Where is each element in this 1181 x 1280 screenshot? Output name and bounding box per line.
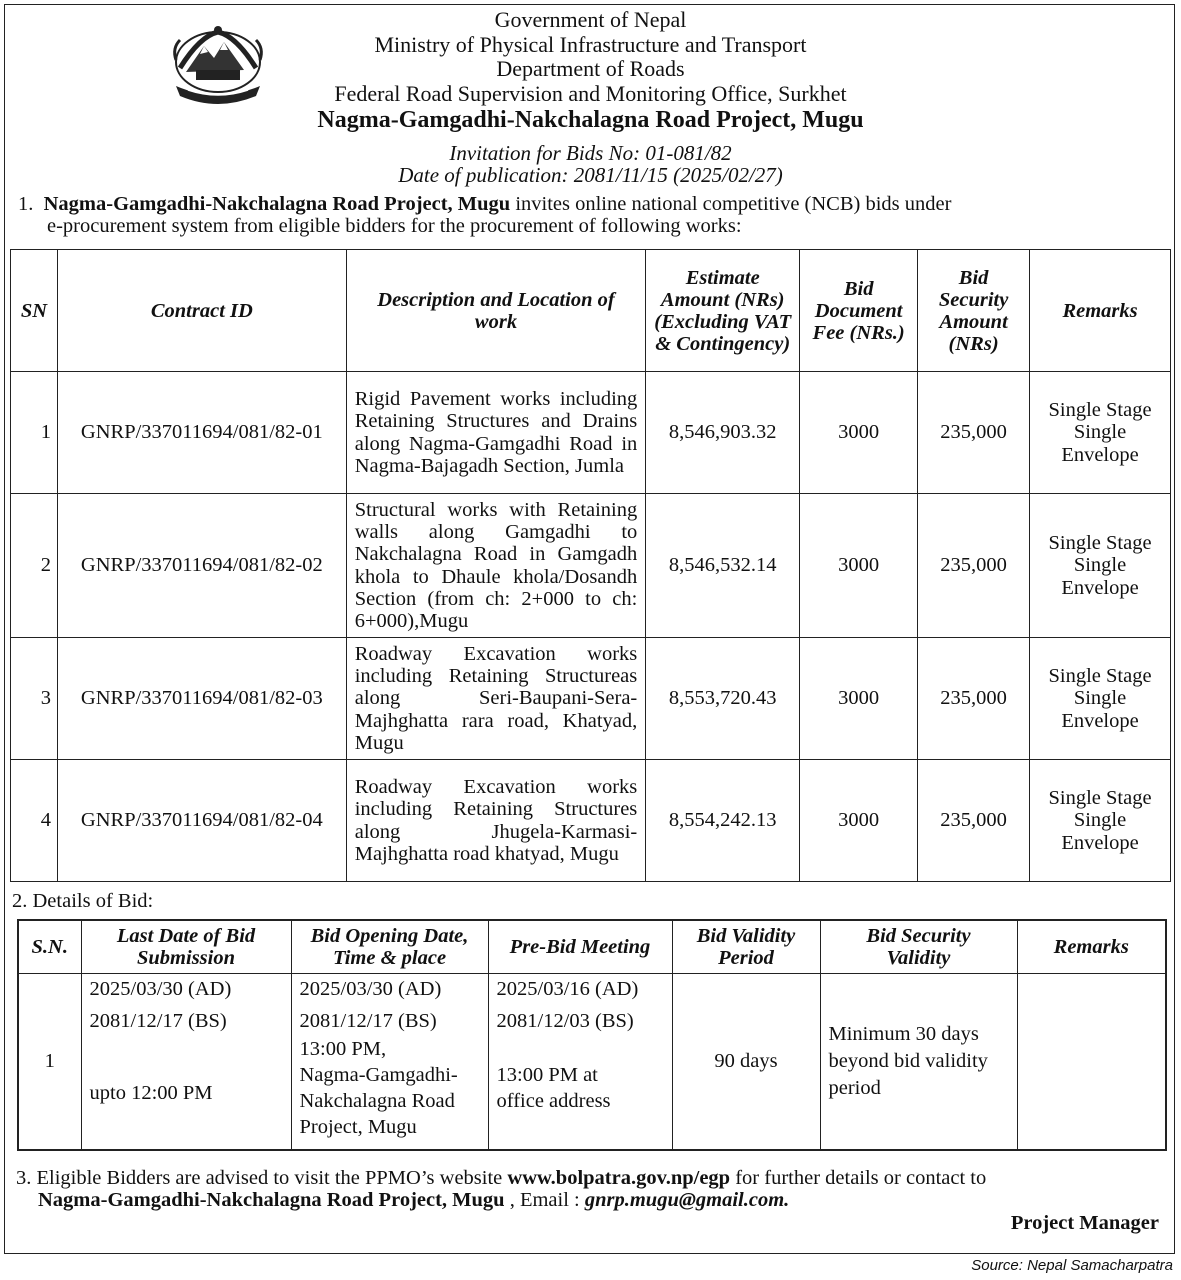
bid-details-header bbox=[18, 920, 1166, 974]
cell-fee: 3000 bbox=[800, 638, 918, 760]
invitation-number: Invitation for Bids No: 01-081/82 bbox=[449, 141, 732, 165]
intro-paragraph bbox=[18, 193, 1168, 215]
header-ministry: Ministry of Physical Infrastructure and Transport bbox=[374, 31, 807, 57]
details-title: 2. Details of Bid: bbox=[12, 890, 154, 912]
cell-opening bbox=[291, 974, 488, 1150]
contact-project-name: Nagma-Gamgadhi-Nakchalagna Road Project, Mugu bbox=[38, 1189, 505, 1211]
cell-fee: 3000 bbox=[800, 760, 918, 882]
para-text-a: invites online national competitive (NCB) bids under bbox=[510, 193, 952, 215]
cell-contract-id: GNRP/337011694/081/82-04 bbox=[57, 760, 346, 882]
opening-time: 13:00 PM, bbox=[299, 1038, 387, 1060]
th-remarks: Remarks bbox=[1017, 920, 1166, 974]
th-estimate: Estimate Amount (NRs) (Excluding VAT & Contingency) bbox=[646, 250, 800, 372]
th-sn: SN bbox=[11, 250, 58, 372]
contact-text-b: for further details or contact to bbox=[730, 1167, 987, 1189]
ppmo-website-link[interactable]: www.bolpatra.gov.np/egp bbox=[507, 1167, 731, 1189]
th-description: Description and Location of work bbox=[346, 250, 646, 372]
last-date-ad: 2025/03/30 (AD) bbox=[89, 978, 232, 1000]
opening-ad: 2025/03/30 (AD) bbox=[299, 978, 442, 1000]
cell-security: 235,000 bbox=[918, 494, 1030, 638]
cell-security: 235,000 bbox=[918, 638, 1030, 760]
cell-fee: 3000 bbox=[800, 372, 918, 494]
cell-sn: 2 bbox=[11, 494, 58, 638]
intro-paragraph-line2: e-procurement system from eligible bidders for the procurement of following works: bbox=[47, 215, 742, 237]
th-security-validity: Bid Security Validity bbox=[820, 920, 1017, 974]
cell-sn: 3 bbox=[11, 638, 58, 760]
cell-sn: 1 bbox=[11, 372, 58, 494]
prebid-bs: 2081/12/03 (BS) bbox=[496, 1010, 634, 1032]
cell-sn: 4 bbox=[11, 760, 58, 882]
cell-description: Structural works with Retaining walls along Gamgadhi to Nakchalagna Road in Gamgadh khola to Dhaule khola/Dosandh Section (from ch: 2+000 to ch: 6+000),Mugu bbox=[346, 494, 646, 638]
th-prebid: Pre-Bid Meeting bbox=[488, 920, 672, 974]
contact-email-link[interactable]: gnrp.mugu@gmail.com. bbox=[584, 1189, 790, 1211]
signature-title: Project Manager bbox=[1010, 1212, 1159, 1234]
last-date-time: upto 12:00 PM bbox=[89, 1082, 213, 1104]
cell-description: Roadway Excavation works including Retaining Structureas along Seri-Baupani-Sera-Majhghatta rara road, Khatyad, Mugu bbox=[346, 638, 646, 760]
table-row bbox=[11, 494, 1171, 638]
bid-details-table bbox=[17, 919, 1167, 1151]
para-number: 1. bbox=[18, 193, 34, 215]
th-remarks: Remarks bbox=[1030, 250, 1171, 372]
th-last-date: Last Date of Bid Submission bbox=[81, 920, 291, 974]
works-table-header bbox=[11, 250, 1171, 372]
cell-security-validity: Minimum 30 days beyond bid validity period bbox=[820, 974, 1017, 1150]
th-security: Bid Security Amount (NRs) bbox=[918, 250, 1030, 372]
prebid-time: 13:00 PM at bbox=[496, 1064, 598, 1086]
cell-fee: 3000 bbox=[800, 494, 918, 638]
cell-contract-id: GNRP/337011694/081/82-01 bbox=[57, 372, 346, 494]
table-row bbox=[11, 638, 1171, 760]
cell-last-date bbox=[81, 974, 291, 1150]
contact-paragraph-line2 bbox=[38, 1189, 1158, 1211]
opening-bs: 2081/12/17 (BS) bbox=[299, 1010, 437, 1032]
cell-estimate: 8,546,532.14 bbox=[646, 494, 800, 638]
header-department: Department of Roads bbox=[496, 56, 685, 81]
cell-contract-id: GNRP/337011694/081/82-03 bbox=[57, 638, 346, 760]
th-sn: S.N. bbox=[18, 920, 81, 974]
table-row bbox=[18, 974, 1166, 1150]
cell-description: Rigid Pavement works including Retaining Structures and Drains along Nagma-Gamgadhi Road in Nagma-Bajagadh Section, Jumla bbox=[346, 372, 646, 494]
cell-security: 235,000 bbox=[918, 372, 1030, 494]
cell-estimate: 8,546,903.32 bbox=[646, 372, 800, 494]
contact-paragraph bbox=[16, 1167, 1176, 1189]
works-table bbox=[10, 249, 1171, 882]
prebid-place: office address bbox=[496, 1090, 611, 1112]
cell-description: Roadway Excavation works including Retaining Structures along Jhugela-Karmasi-Majhghatta road khatyad, Mugu bbox=[346, 760, 646, 882]
cell-remarks: Single Stage Single Envelope bbox=[1030, 760, 1171, 882]
header-office: Federal Road Supervision and Monitoring Office, Surkhet bbox=[334, 80, 847, 106]
publication-date: Date of publication: 2081/11/15 (2025/02/27) bbox=[398, 163, 783, 187]
th-opening: Bid Opening Date, Time & place bbox=[291, 920, 488, 974]
opening-place: Nagma-Gamgadhi-Nakchalagna Road Project, Mugu bbox=[299, 1064, 458, 1138]
contact-text-a: 3. Eligible Bidders are advised to visit the PPMO’s website bbox=[16, 1167, 508, 1189]
header-project: Nagma-Gamgadhi-Nakchalagna Road Project, Mugu bbox=[317, 107, 864, 133]
cell-estimate: 8,553,720.43 bbox=[646, 638, 800, 760]
source-credit: Source: Nepal Samacharpatra bbox=[971, 1257, 1173, 1274]
last-date-bs: 2081/12/17 (BS) bbox=[89, 1010, 227, 1032]
cell-remarks bbox=[1017, 974, 1166, 1150]
cell-security: 235,000 bbox=[918, 760, 1030, 882]
prebid-ad: 2025/03/16 (AD) bbox=[496, 978, 639, 1000]
th-document-fee: Bid Document Fee (NRs.) bbox=[800, 250, 918, 372]
cell-estimate: 8,554,242.13 bbox=[646, 760, 800, 882]
cell-remarks: Single Stage Single Envelope bbox=[1030, 372, 1171, 494]
th-validity: Bid Validity Period bbox=[672, 920, 820, 974]
cell-sn: 1 bbox=[18, 974, 81, 1150]
cell-remarks: Single Stage Single Envelope bbox=[1030, 638, 1171, 760]
th-contract-id: Contract ID bbox=[57, 250, 346, 372]
cell-remarks: Single Stage Single Envelope bbox=[1030, 494, 1171, 638]
table-row bbox=[11, 372, 1171, 494]
para-project-name: Nagma-Gamgadhi-Nakchalagna Road Project, Mugu bbox=[43, 193, 511, 215]
cell-prebid bbox=[488, 974, 672, 1150]
table-row bbox=[11, 760, 1171, 882]
header-government: Government of Nepal bbox=[494, 7, 687, 32]
contact-email-label: , Email : bbox=[504, 1189, 585, 1211]
cell-validity: 90 days bbox=[672, 974, 820, 1150]
cell-contract-id: GNRP/337011694/081/82-02 bbox=[57, 494, 346, 638]
